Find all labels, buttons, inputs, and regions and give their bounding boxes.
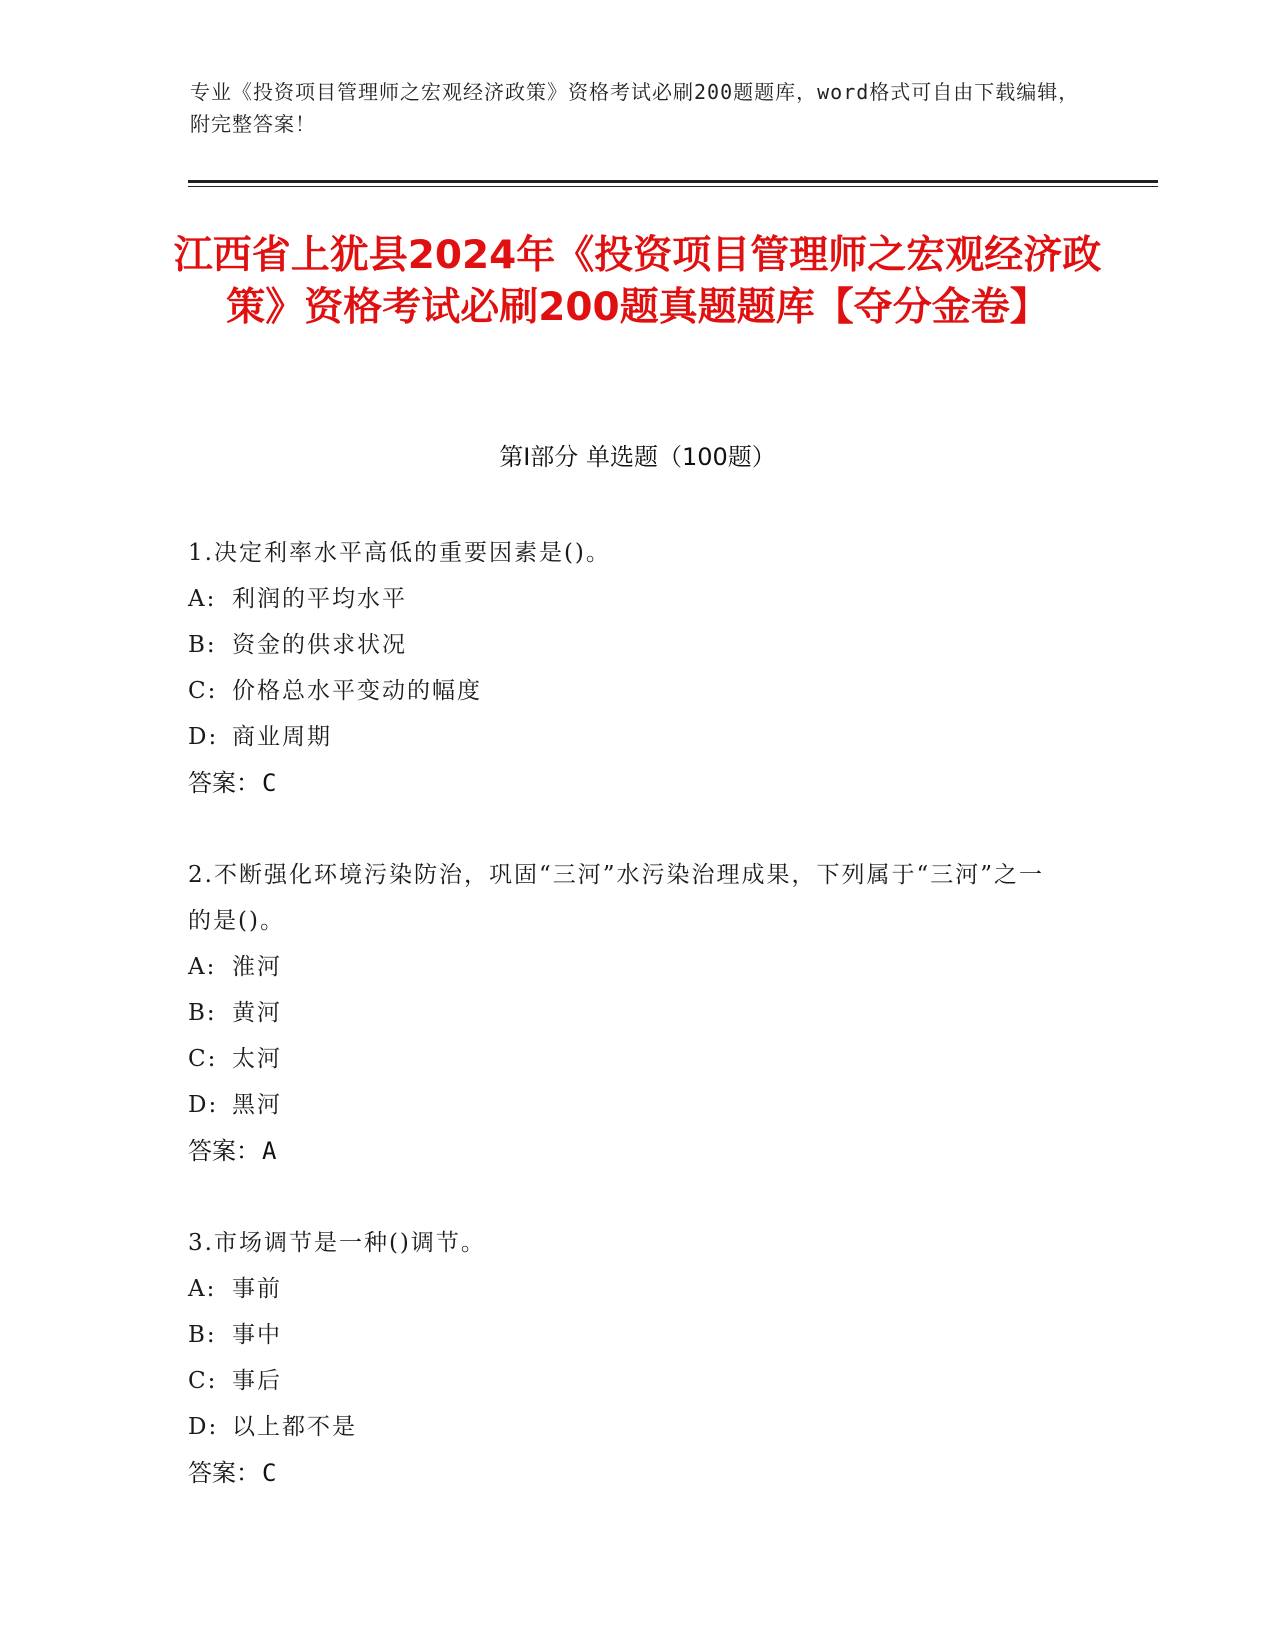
option-key: C: (188, 1046, 218, 1072)
option-key: B: (188, 1322, 217, 1348)
option-b (188, 1312, 1068, 1358)
option-text: 资金的供求状况 (232, 632, 407, 658)
answer-line (188, 1450, 1068, 1496)
question-stem: 2.不断强化环境污染防治，巩固“三河”水污染治理成果，下列属于“三河”之一的是()。 (188, 862, 1044, 934)
section-title: 第Ⅰ部分 单选题（100题） (499, 443, 776, 471)
option-text: 太河 (232, 1046, 282, 1072)
option-d (188, 714, 1068, 760)
header-note: 专业《投资项目管理师之宏观经济政策》资格考试必刷200题题库，word格式可自由下载编辑，附完整答案！ (190, 80, 1080, 136)
answer-line (188, 1128, 1068, 1174)
option-c (188, 1358, 1068, 1404)
option-text: 事前 (232, 1276, 282, 1302)
option-a (188, 1266, 1068, 1312)
header-divider-thin (188, 186, 1158, 187)
answer-value: C (262, 1459, 277, 1487)
option-b (188, 990, 1068, 1036)
option-c (188, 668, 1068, 714)
answer-value: C (262, 769, 277, 797)
question-3 (188, 1220, 1068, 1496)
option-key: A: (188, 954, 217, 980)
option-text: 商业周期 (232, 724, 332, 750)
option-key: D: (188, 724, 219, 750)
option-text: 黑河 (232, 1092, 282, 1118)
option-b (188, 622, 1068, 668)
option-d (188, 1404, 1068, 1450)
question-1 (188, 530, 1068, 806)
question-stem: 3.市场调节是一种()调节。 (188, 1230, 486, 1256)
option-a (188, 576, 1068, 622)
option-key: C: (188, 678, 218, 704)
option-key: B: (188, 632, 217, 658)
question-list (188, 530, 1068, 1542)
answer-label: 答案： (188, 769, 260, 797)
question-stem: 1.决定利率水平高低的重要因素是()。 (188, 540, 611, 566)
option-d (188, 1082, 1068, 1128)
option-key: A: (188, 1276, 217, 1302)
option-key: B: (188, 1000, 217, 1026)
option-text: 黄河 (232, 1000, 282, 1026)
answer-label: 答案： (188, 1459, 260, 1487)
option-key: D: (188, 1414, 219, 1440)
option-text: 以上都不是 (232, 1414, 357, 1440)
document-title: 江西省上犹县2024年《投资项目管理师之宏观经济政策》资格考试必刷200题真题题库【夺分金卷】 (173, 233, 1102, 330)
option-text: 淮河 (232, 954, 282, 980)
option-text: 事中 (232, 1322, 282, 1348)
answer-label: 答案： (188, 1137, 260, 1165)
option-key: C: (188, 1368, 218, 1394)
answer-value: A (262, 1137, 277, 1165)
option-text: 价格总水平变动的幅度 (232, 678, 482, 704)
answer-line (188, 760, 1068, 806)
header-divider-thick (188, 180, 1158, 183)
option-c (188, 1036, 1068, 1082)
option-text: 利润的平均水平 (232, 586, 407, 612)
option-key: A: (188, 586, 217, 612)
option-a (188, 944, 1068, 990)
question-2 (188, 852, 1068, 1174)
option-key: D: (188, 1092, 219, 1118)
option-text: 事后 (232, 1368, 282, 1394)
